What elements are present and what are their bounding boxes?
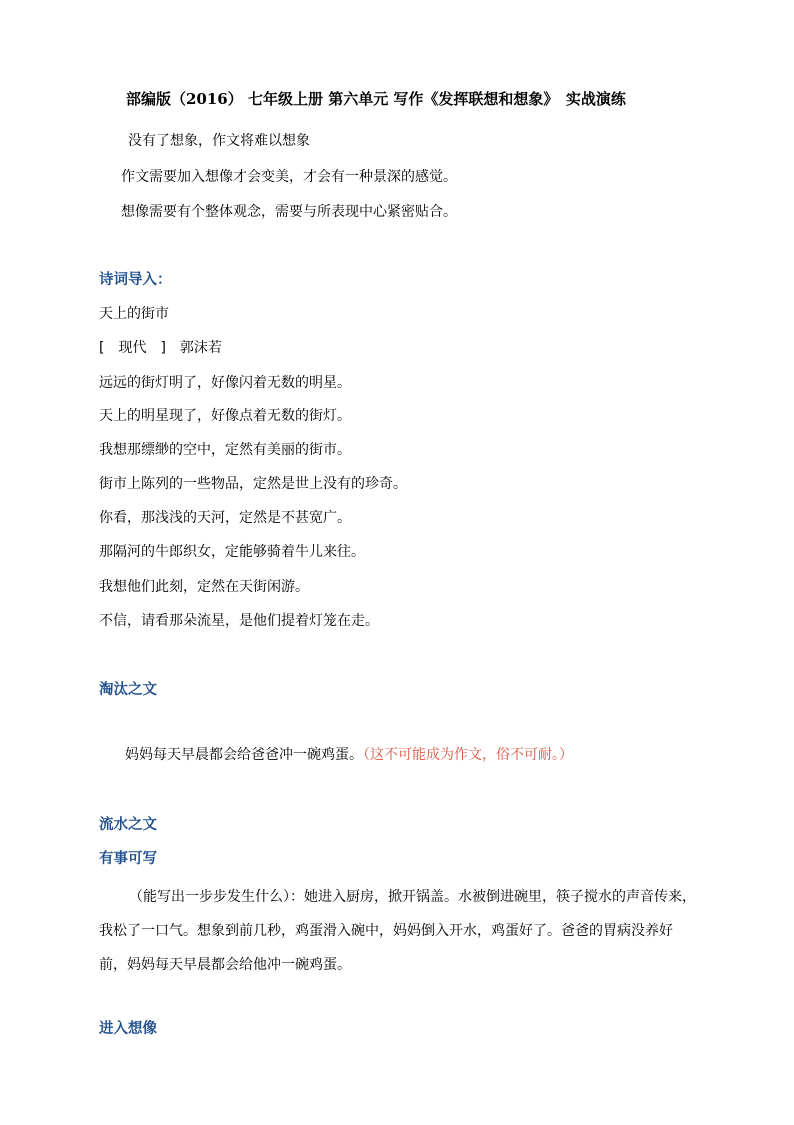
poem-line: 你看，那浅浅的天河，定然是不甚宽广。 (99, 510, 351, 526)
intro-line: 没有了想象，作文将难以想象 (128, 133, 310, 149)
poem-section-heading: 诗词导入： (99, 272, 172, 288)
intro-line: 作文需要加入想像才会变美，才会有一种景深的感觉。 (121, 169, 457, 185)
flowing-heading: 流水之文 (99, 817, 157, 833)
poem-line: 街市上陈列的一些物品，定然是世上没有的珍奇。 (99, 476, 407, 492)
poem-line: 天上的明星现了，好像点着无数的街灯。 (99, 408, 351, 424)
poem-line: 那隔河的牛郎织女，定能够骑着牛儿来往。 (99, 544, 365, 560)
intro-line: 想像需要有个整体观念，需要与所表现中心紧密贴合。 (121, 204, 457, 220)
eliminated-heading: 淘汰之文 (99, 682, 157, 698)
poem-line: 我想他们此刻，定然在天街闲游。 (99, 579, 309, 595)
poem-line: 不信，请看那朵流星，是他们提着灯笼在走。 (99, 613, 379, 629)
document-title: 部编版（2016） 七年级上册 第六单元 写作《发挥联想和想象》 实战演练 (126, 90, 626, 108)
flowing-paragraph: （能写出一步步发生什么）：她进入厨房，掀开锅盖。水被倒进碗里，筷子搅水的声音传来，我松了一口气。想象到前几秒，鸡蛋滑入碗中，妈妈倒入开水，鸡蛋好了。爸爸的胃病没养好前，妈妈每天早晨都会给他冲一碗鸡蛋。 (99, 889, 696, 973)
poem-line: 远远的街灯明了，好像闪着无数的明星。 (99, 375, 351, 391)
eliminated-example (125, 744, 573, 764)
eliminated-sentence: 妈妈每天早晨都会给爸爸冲一碗鸡蛋。 (125, 747, 363, 763)
poem-line: 我想那缥缈的空中，定然有美丽的街市。 (99, 442, 351, 458)
poem-author: [ 现代 ] 郭沫若 (99, 340, 222, 356)
imagination-heading: 进入想像 (99, 1021, 157, 1037)
poem-title: 天上的街市 (99, 306, 169, 322)
flowing-subheading: 有事可写 (99, 851, 157, 867)
eliminated-comment: （这不可能成为作文，俗不可耐。） (363, 747, 573, 763)
